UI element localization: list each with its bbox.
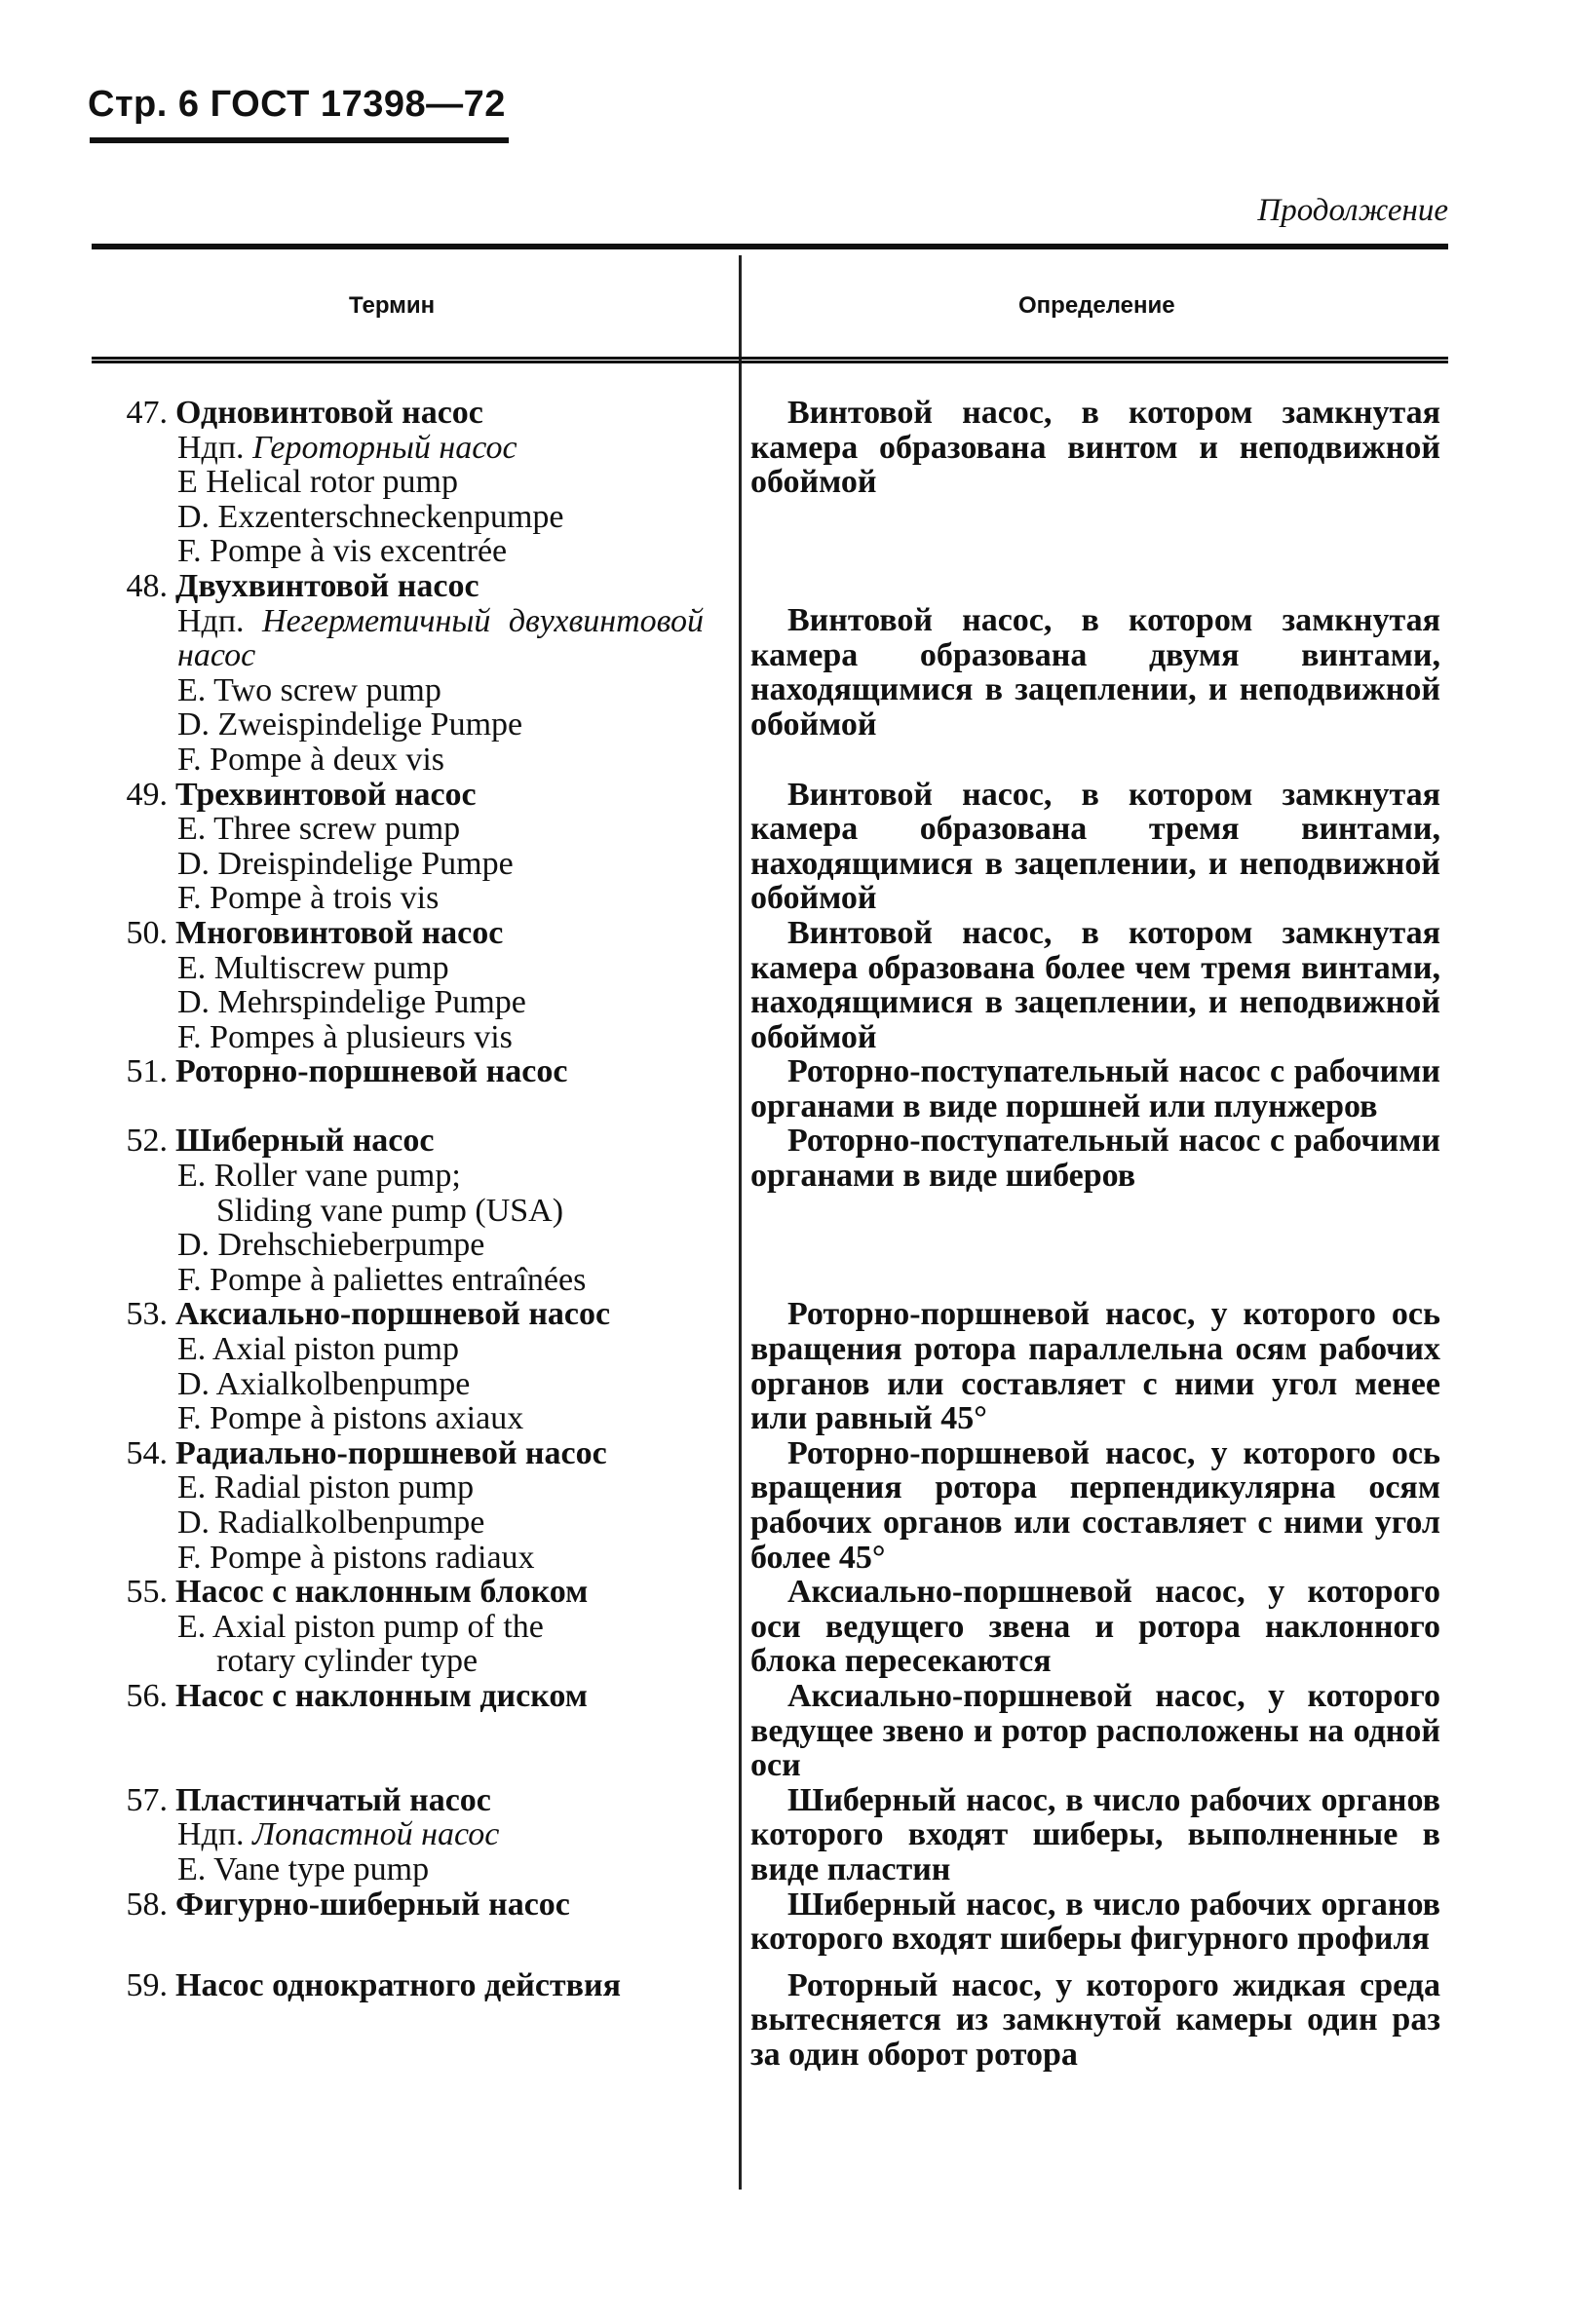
term-number: 56. xyxy=(126,1677,168,1714)
term-name: Трехвинтовой насос xyxy=(175,776,477,813)
continuation-label: Продолжение xyxy=(1257,193,1448,228)
term-translation: F. Pompe à pistons radiaux xyxy=(177,1539,535,1576)
term-translation: Sliding vane pump (USA) xyxy=(216,1192,564,1229)
definition-cell: Роторно-поршневой насос, у которого ось вращения ротора параллельна осям рабочих органов или составляет с ними угол менее или равный 45° xyxy=(750,1296,1440,1437)
term-cell xyxy=(97,1054,721,1124)
term-cell xyxy=(97,1436,721,1575)
term-cell xyxy=(97,1968,721,2073)
term-number: 55. xyxy=(126,1574,168,1611)
term-translation: E. Two screw pump xyxy=(177,671,441,708)
term-translation: D. Drehschieberpumpe xyxy=(177,1227,485,1264)
term-name: Насос с наклонным диском xyxy=(175,1677,588,1714)
definition-cell: Винтовой насос, в котором замкнутая камера образована двумя винтами, находящимися в зацеплении, и неподвижной обоймой xyxy=(750,601,1440,743)
term-number: 47. xyxy=(126,395,168,431)
definition-cell: Винтовой насос, в котором замкнутая камера образована винтом и неподвижной обоймой xyxy=(750,395,1440,501)
term-translation: D. Mehrspindelige Pumpe xyxy=(177,984,526,1021)
term-name: Многовинтовой насос xyxy=(175,914,504,951)
definition-cell: Аксиально-поршневой насос, у которого ведущее звено и ротор расположены на одной оси xyxy=(750,1677,1440,1784)
term-number: 58. xyxy=(126,1886,168,1923)
ndp-label: Ндп. xyxy=(177,429,245,466)
definition-cell: Винтовой насос, в котором замкнутая камера образована более чем тремя винтами, находящимися в зацеплении, и неподвижной обоймой xyxy=(750,914,1440,1055)
term-translation: D. Radialkolbenpumpe xyxy=(177,1505,485,1541)
term-cell xyxy=(97,569,721,778)
term-translation: D. Axialkolbenpumpe xyxy=(177,1365,471,1402)
header-bottom-rule xyxy=(92,357,1448,363)
ndp-label: Ндп. xyxy=(177,1816,245,1853)
term-number: 54. xyxy=(126,1434,168,1471)
term-name: Аксиально-поршневой насос xyxy=(175,1296,611,1333)
definition-cell: Винтовой насос, в котором замкнутая камера образована тремя винтами, находящимися в зацеплении, и неподвижной обоймой xyxy=(750,776,1440,917)
table-row xyxy=(0,1783,1571,1887)
term-translation: F. Pompe à deux vis xyxy=(177,741,444,778)
term-translation: E. Axial piston pump xyxy=(177,1331,459,1368)
header-rule xyxy=(90,137,509,143)
table-row xyxy=(0,778,1571,916)
term-cell xyxy=(97,1124,721,1297)
term-translation: F. Pompe à trois vis xyxy=(177,880,440,917)
term-name: Двухвинтовой насос xyxy=(175,567,479,604)
term-translation: D. Zweispindelige Pumpe xyxy=(177,706,523,743)
page-header: Стр. 6 ГОСТ 17398—72 xyxy=(88,84,506,125)
term-name: Шиберный насос xyxy=(175,1123,435,1160)
terms-table xyxy=(0,396,1571,2073)
definition-cell: Роторный насос, у которого жидкая среда вытесняется из замкнутой камеры один раз за один оборот ротора xyxy=(750,1966,1440,2073)
term-number: 57. xyxy=(126,1781,168,1818)
table-row xyxy=(0,1968,1571,2073)
term-number: 51. xyxy=(126,1053,168,1090)
term-cell xyxy=(97,778,721,916)
term-translation: D. Dreispindelige Pumpe xyxy=(177,845,514,882)
table-row xyxy=(0,1054,1571,1124)
table-row xyxy=(0,1679,1571,1783)
definition-cell: Роторно-поступательный насос с рабочими органами в виде шиберов xyxy=(750,1123,1440,1195)
column-header-term: Термин xyxy=(349,292,436,319)
definition-cell: Роторно-поступательный насос с рабочими органами в виде поршней или плунжеров xyxy=(750,1053,1440,1124)
table-row xyxy=(0,1575,1571,1679)
definition-cell: Шиберный насос, в число рабочих органов которого входят шиберы фигурного профиля xyxy=(750,1886,1440,1958)
definition-cell: Аксиально-поршневой насос, у которого оси ведущего звена и ротора наклонного блока пересекаются xyxy=(750,1574,1440,1680)
term-cell xyxy=(97,1783,721,1887)
term-name: Роторно-поршневой насос xyxy=(175,1053,568,1090)
term-name: Насос однократного действия xyxy=(175,1966,621,2003)
term-translation: F. Pompes à plusieurs vis xyxy=(177,1018,513,1055)
term-cell xyxy=(97,1679,721,1783)
term-cell xyxy=(97,1575,721,1679)
term-translation: D. Exzenterschneckenpumpe xyxy=(177,498,564,535)
ndp-term: Героторный насос xyxy=(252,429,517,466)
term-name: Одновинтовой насос xyxy=(175,395,483,431)
term-name: Пластинчатый насос xyxy=(175,1781,491,1818)
term-name: Насос с наклонным блоком xyxy=(175,1574,589,1611)
term-number: 59. xyxy=(126,1966,168,2003)
term-number: 49. xyxy=(126,776,168,813)
table-row xyxy=(0,1297,1571,1435)
term-translation: E. Three screw pump xyxy=(177,811,461,848)
term-translation: E. Radial piston pump xyxy=(177,1469,475,1506)
term-translation: rotary cylinder type xyxy=(216,1643,479,1680)
table-row xyxy=(0,916,1571,1054)
term-cell xyxy=(97,1297,721,1435)
definition-cell: Роторно-поршневой насос, у которого ось вращения ротора перпендикулярна осям рабочих органов или составляет с ними угол более 45° xyxy=(750,1434,1440,1576)
term-name: Фигурно-шиберный насос xyxy=(175,1886,570,1923)
table-top-rule xyxy=(92,244,1448,249)
table-row xyxy=(0,396,1571,569)
table-row xyxy=(0,1124,1571,1297)
term-translation: E. Roller vane pump; xyxy=(177,1158,461,1195)
term-cell xyxy=(97,916,721,1054)
term-name: Радиально-поршневой насос xyxy=(175,1434,607,1471)
column-header-definition: Определение xyxy=(1018,292,1175,319)
table-row xyxy=(0,569,1571,778)
term-translation: F. Pompe à paliettes entraînées xyxy=(177,1261,587,1298)
term-cell xyxy=(97,396,721,569)
term-translation: F. Pompe à pistons axiaux xyxy=(177,1400,524,1437)
term-translation: E Helical rotor pump xyxy=(177,464,458,501)
ndp-term: Негерметичный двухвинтовой насос xyxy=(177,602,704,674)
term-translation: E. Vane type pump xyxy=(177,1850,430,1887)
table-row xyxy=(0,1887,1571,1957)
ndp-label: Ндп. xyxy=(177,602,245,639)
term-cell xyxy=(97,1887,721,1957)
term-number: 48. xyxy=(126,567,168,604)
term-translation: F. Pompe à vis excentrée xyxy=(177,533,508,570)
term-translation: E. Axial piston pump of the xyxy=(177,1608,544,1645)
table-row xyxy=(0,1436,1571,1575)
term-translation: E. Multiscrew pump xyxy=(177,949,449,986)
term-number: 52. xyxy=(126,1123,168,1160)
definition-cell: Шиберный насос, в число рабочих органов которого входят шиберы, выполненные в виде пластин xyxy=(750,1781,1440,1887)
term-number: 50. xyxy=(126,914,168,951)
ndp-term: Лопастной насос xyxy=(252,1816,500,1853)
term-number: 53. xyxy=(126,1296,168,1333)
